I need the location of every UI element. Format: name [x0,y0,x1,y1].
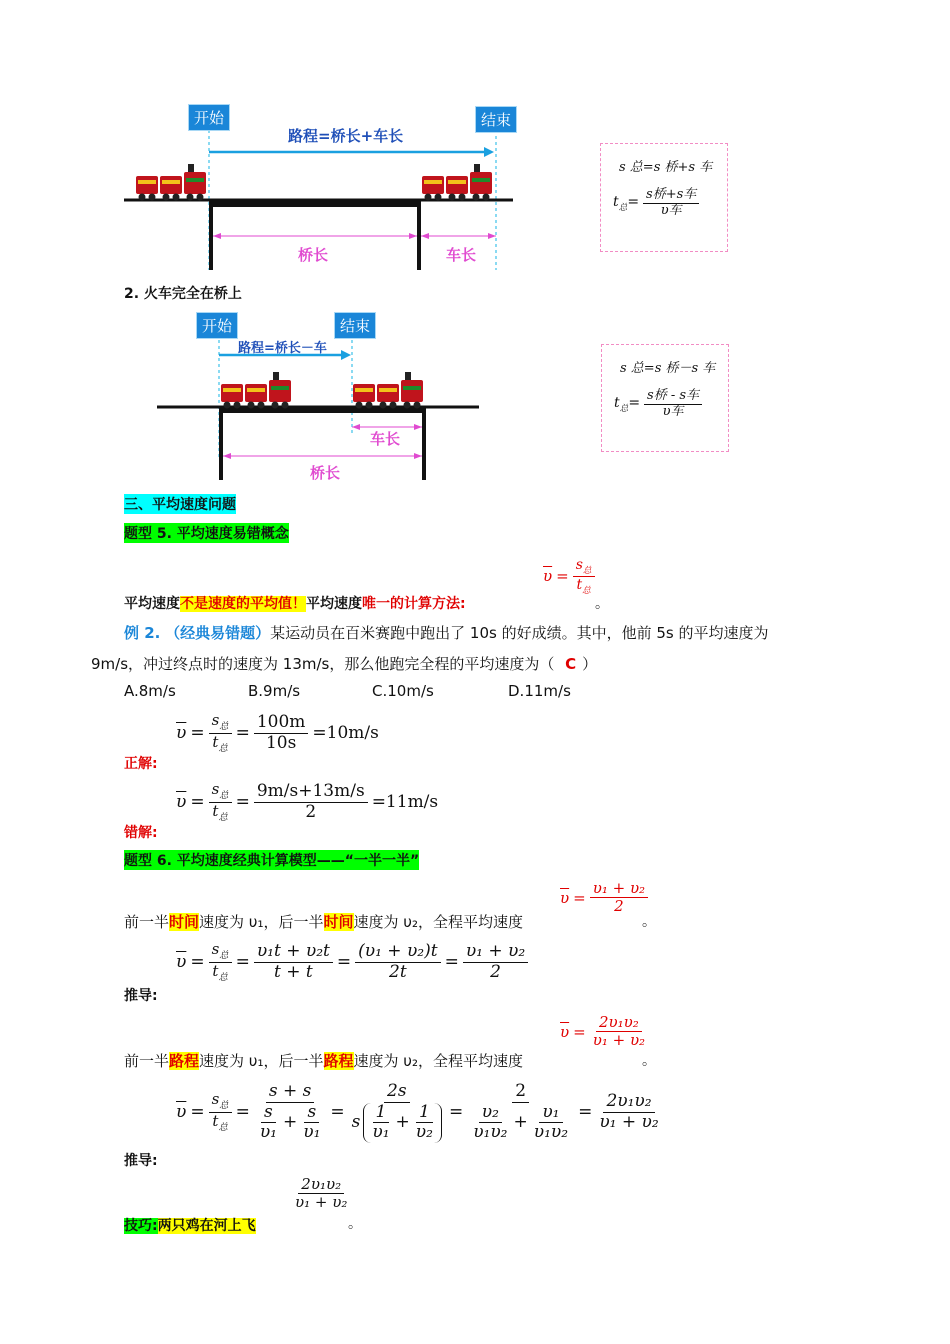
section-2-title: 2. 火车完全在桥上 [124,286,242,302]
formula-box-1 [600,143,728,252]
section-3-title: 三、平均速度问题 [124,494,236,514]
option-d: D.11m/s [508,682,571,700]
start-tag: 开始 [188,104,230,131]
bridge-length-label: 桥长 [298,246,329,264]
time-half-line: 前一半时间速度为 υ₁，后一半时间速度为 υ₂，全程平均速度 [124,913,523,931]
distance-half-line: 前一半路程速度为 υ₁，后一半路程速度为 υ₂，全程平均速度 [124,1052,523,1070]
correct-label: 正解: [124,756,158,772]
formula-denominator: υ车 [662,403,684,419]
avg-velocity-formula: $\overline{\upsilon}$ = $\frac{s_总}{t_总}$ [543,557,595,596]
formula-numerator: s桥 - s车 [644,389,702,405]
trick-period: 。 [348,1216,362,1232]
train-icon [136,164,206,201]
time-half-period: 。 [642,914,656,930]
formula-denominator: υ车 [660,202,682,218]
total-distance-formula: s 总=s 桥+s 车 [619,160,713,175]
start-tag: 开始 [196,312,238,339]
example-2-line-1: 例 2. （经典易错题）某运动员在百米赛跑中跑出了 10s 的好成绩。其中，他前 5s 的平均速度为 [124,624,769,642]
distance-half-period: 。 [642,1053,656,1069]
car-length-label: 车长 [370,430,401,448]
option-c: C.10m/s [372,682,434,700]
formula-box-2 [601,344,729,452]
trick-line: 技巧:两只鸡在河上飞 [124,1218,256,1234]
bridge-length-label: 桥长 [310,464,341,482]
derivation-1-label: 推导: [124,988,158,1004]
car-length-label: 车长 [446,246,477,264]
derivation-2: $\overline{\upsilon}$ = $\frac{s_总}{t_总}$ = s + s $\frac{s}{\text{υ₁}}$ + $\frac{s}{\text{υ₁}}$ = 2s s $\frac{1}{\text{υ₁}}$ + $\frac{1}{\text{υ₂}}$ = 2 $\frac{\text{υ₂}}{\text{υ₁υ₂}}$ + $\frac{\text{υ₁}}{\text{υ₁υ₂}}$ = $\frac{\text{2υ₁υ₂}}{\text{υ₁ + υ₂}}$ [176,1081,659,1143]
example-2-line-2: 9m/s，冲过终点时的速度为 13m/s，那么他跑完全程的平均速度为（ C ） [91,655,598,673]
concept-period: 。 [595,596,609,612]
route-label: 路程=桥长－车 [238,341,327,356]
route-label: 路程=桥长+车长 [288,127,404,145]
train-icon [221,372,291,409]
concept-line: 平均速度不是速度的平均值！平均速度唯一的计算方法: [124,596,466,612]
formula-numerator: s桥+s车 [643,188,699,204]
type-6-title: 题型 6. 平均速度经典计算模型——“一半一半” [124,850,419,870]
time-half-result: $\overline{\upsilon}$ = $\frac{\text{υ₁ + υ₂}}{2}$ [560,880,648,916]
total-distance-formula: s 总=s 桥－s 车 [620,361,716,376]
trick-formula: $\frac{\text{2υ₁υ₂}}{\text{υ₁ + υ₂}}$ [295,1175,348,1212]
time-formula: $t_总=$ $\frac{\text{s桥 - s车}}{\text{υ车}}$ [614,389,702,420]
option-a: A.8m/s [124,682,176,700]
time-formula: $t_总=$ $\frac{\text{s桥+s车}}{\text{υ车}}$ [613,188,699,219]
correct-formula: $\overline{\upsilon}$ = $\frac{s_总}{t_总}$ = $\frac{100m}{10s}$ =10m/s [176,711,379,754]
derivation-2-label: 推导: [124,1153,158,1169]
train-icon [422,164,492,201]
train-icon [353,372,423,409]
option-b: B.9m/s [248,682,301,700]
derivation-1: $\overline{\upsilon}$ = $\frac{s_总}{t_总}$ = $\frac{\text{υ₁t + υ₂t}}{t + t}$ = $\frac{\text{(υ₁ + υ₂)t}}{2t}$ = $\frac{\text{υ₁ + υ₂}}{2}$ [176,941,528,983]
end-tag: 结束 [475,106,517,133]
wrong-formula: $\overline{\upsilon}$ = $\frac{s_总}{t_总}$ = $\frac{9m/s+13m/s}{2}$ =11m/s [176,780,439,823]
distance-half-result: $\overline{\upsilon}$ = $\frac{\text{2υ₁υ₂}}{\text{υ₁ + υ₂}}$ [560,1013,646,1050]
type-5-title: 题型 5. 平均速度易错概念 [124,523,289,543]
end-tag: 结束 [334,312,376,339]
wrong-label: 错解: [124,825,158,841]
